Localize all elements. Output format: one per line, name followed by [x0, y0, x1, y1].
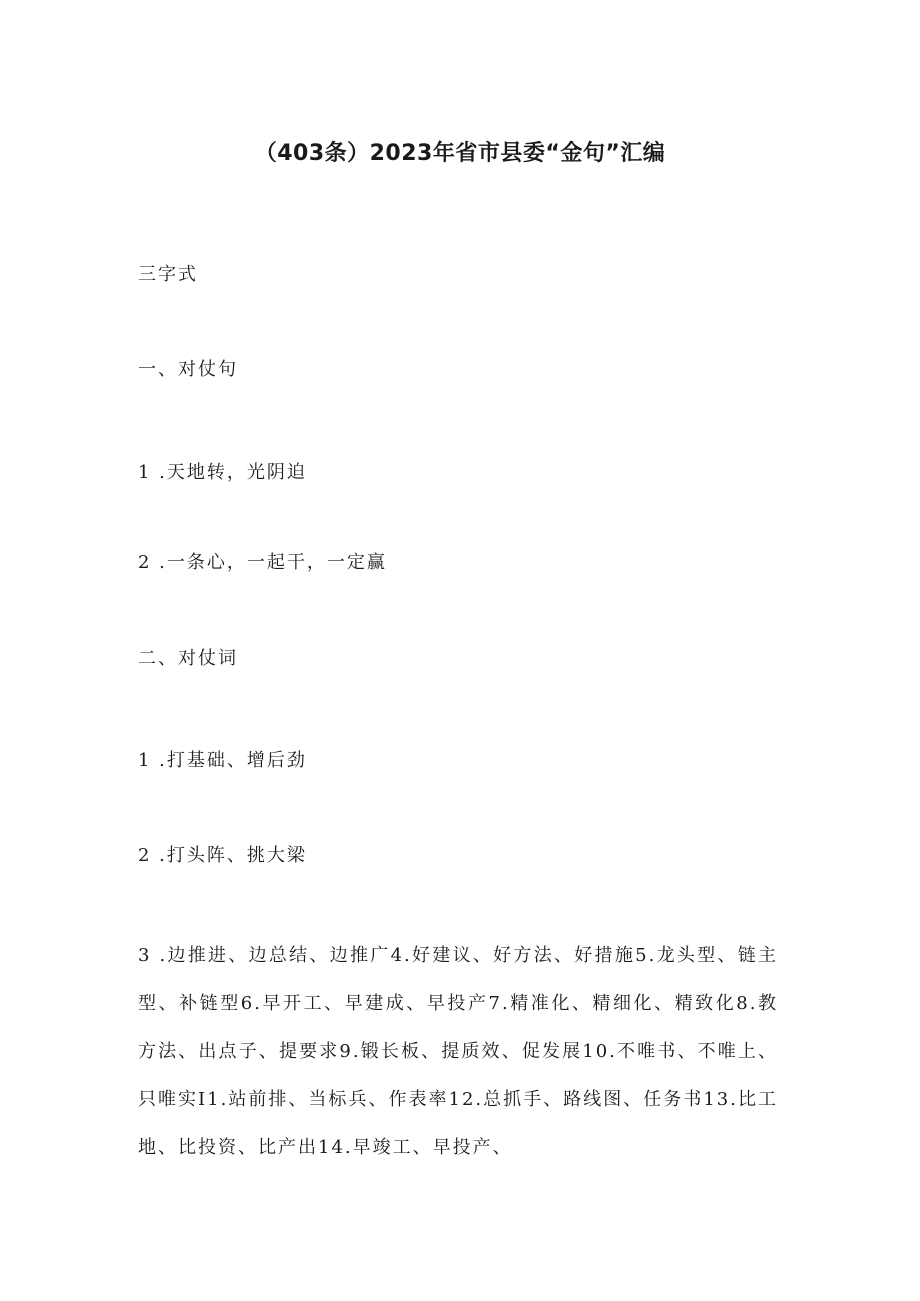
list-item: 1 .天地转，光阴迫	[138, 462, 307, 483]
format-heading: 三字式	[138, 264, 198, 285]
list-item: 1 .打基础、增后劲	[138, 750, 307, 771]
section-heading-parallel-words: 二、对仗词	[138, 648, 238, 669]
list-item: 2 .打头阵、挑大梁	[138, 845, 307, 866]
list-item: 2 .一条心，一起干，一定赢	[138, 552, 387, 573]
list-paragraph: 3 .边推进、边总结、边推广4.好建议、好方法、好措施5.龙头型、链主型、补链型6.早开工、早建成、早投产7.精准化、精细化、精致化8.教方法、出点子、提要求9.锻长板、提质效、促发展10.不唯书、不唯上、只唯实I1.站前排、当标兵、作表率12.总抓手、路线图、任务书13.比工地、比投资、比产出14.早竣工、早投产、	[138, 945, 778, 1158]
section-heading-parallel-sentences: 一、对仗句	[138, 359, 238, 380]
document-title: （403条）2023年省市县委“金句”汇编	[254, 141, 666, 166]
